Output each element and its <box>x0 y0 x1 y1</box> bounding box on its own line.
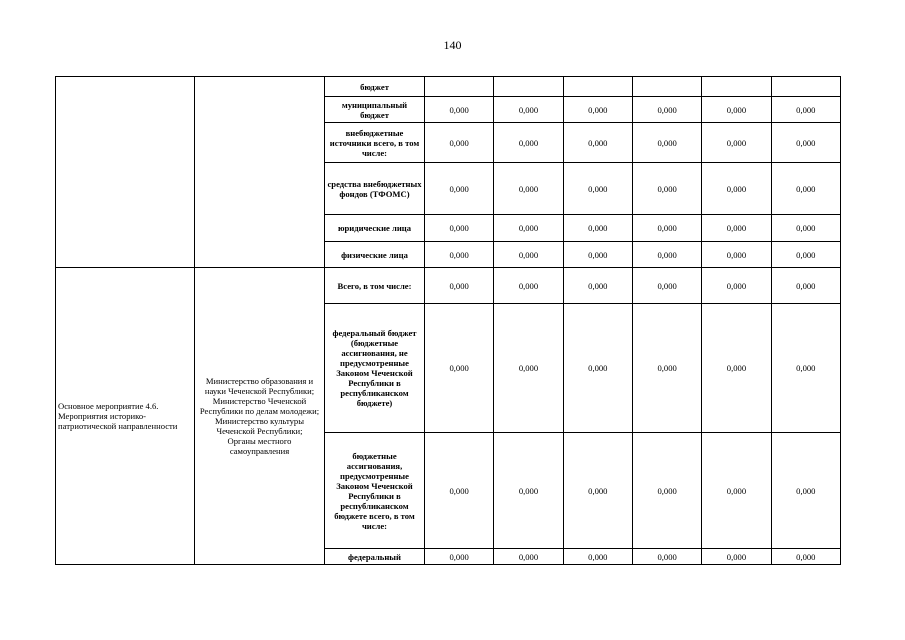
value-cell: 0,000 <box>632 163 701 215</box>
source-cell: бюджет <box>325 77 425 97</box>
page-number: 140 <box>443 38 462 52</box>
value-cell: 0,000 <box>771 304 840 433</box>
value-cell: 0,000 <box>771 123 840 163</box>
table-row <box>56 77 841 97</box>
value-cell: 0,000 <box>771 268 840 304</box>
value-cell: 0,000 <box>494 163 563 215</box>
value-cell: 0,000 <box>494 304 563 433</box>
value-cell: 0,000 <box>425 97 494 123</box>
value-cell: 0,000 <box>494 97 563 123</box>
value-cell: 0,000 <box>425 304 494 433</box>
executor-cell-empty <box>195 77 325 268</box>
value-cell: 0,000 <box>563 163 632 215</box>
value-cell: 0,000 <box>702 123 771 163</box>
value-cell: 0,000 <box>425 163 494 215</box>
value-cell: 0,000 <box>771 163 840 215</box>
budget-table <box>55 76 841 565</box>
source-cell: средства внебюджетных фондов (ТФОМС) <box>325 163 425 215</box>
value-cell: 0,000 <box>425 549 494 565</box>
executor-line: Министерство культуры Чеченской Республики; <box>215 416 304 436</box>
executor-line: Министерство образования и науки Чеченской Республики; <box>204 376 315 396</box>
source-cell: бюджетные ассигнования, предусмотренные Законом Чеченской Республики в республиканском бюджете всего, в том числе: <box>325 433 425 549</box>
activity-name-cell-empty <box>56 77 195 268</box>
value-cell: 0,000 <box>425 433 494 549</box>
activity-name-cell: Основное мероприятие 4.6. Мероприятия историко-патриотической направленности <box>56 268 195 565</box>
value-cell <box>563 77 632 97</box>
value-cell: 0,000 <box>632 268 701 304</box>
value-cell: 0,000 <box>702 268 771 304</box>
value-cell: 0,000 <box>771 97 840 123</box>
source-cell: муниципальный бюджет <box>325 97 425 123</box>
value-cell: 0,000 <box>563 215 632 242</box>
value-cell: 0,000 <box>632 433 701 549</box>
table-row <box>56 268 841 304</box>
value-cell: 0,000 <box>771 242 840 268</box>
value-cell: 0,000 <box>425 215 494 242</box>
value-cell <box>632 77 701 97</box>
value-cell <box>425 77 494 97</box>
value-cell: 0,000 <box>702 433 771 549</box>
value-cell: 0,000 <box>632 123 701 163</box>
value-cell: 0,000 <box>563 123 632 163</box>
value-cell: 0,000 <box>702 97 771 123</box>
value-cell: 0,000 <box>563 97 632 123</box>
value-cell: 0,000 <box>702 304 771 433</box>
source-cell: физические лица <box>325 242 425 268</box>
executor-line: Органы местного самоуправления <box>227 436 292 456</box>
source-cell: Всего, в том числе: <box>325 268 425 304</box>
value-cell <box>702 77 771 97</box>
value-cell: 0,000 <box>494 242 563 268</box>
value-cell: 0,000 <box>494 123 563 163</box>
value-cell: 0,000 <box>632 215 701 242</box>
value-cell: 0,000 <box>771 215 840 242</box>
value-cell <box>771 77 840 97</box>
value-cell: 0,000 <box>494 215 563 242</box>
value-cell: 0,000 <box>563 304 632 433</box>
value-cell: 0,000 <box>632 549 701 565</box>
value-cell: 0,000 <box>771 549 840 565</box>
value-cell: 0,000 <box>563 549 632 565</box>
value-cell: 0,000 <box>702 215 771 242</box>
value-cell: 0,000 <box>632 97 701 123</box>
value-cell: 0,000 <box>702 163 771 215</box>
value-cell: 0,000 <box>425 123 494 163</box>
source-cell: федеральный <box>325 549 425 565</box>
value-cell: 0,000 <box>632 304 701 433</box>
value-cell: 0,000 <box>632 242 701 268</box>
value-cell <box>494 77 563 97</box>
value-cell: 0,000 <box>702 549 771 565</box>
value-cell: 0,000 <box>494 268 563 304</box>
value-cell: 0,000 <box>494 549 563 565</box>
value-cell: 0,000 <box>425 268 494 304</box>
executor-line: Министерство Чеченской Республики по делам молодежи; <box>199 396 320 416</box>
source-cell: юридические лица <box>325 215 425 242</box>
value-cell: 0,000 <box>425 242 494 268</box>
executor-cell <box>195 268 325 565</box>
source-cell: федеральный бюджет (бюджетные ассигнования, не предусмотренные Законом Чеченской Республики в республиканском бюджете) <box>325 304 425 433</box>
value-cell: 0,000 <box>702 242 771 268</box>
value-cell: 0,000 <box>563 268 632 304</box>
value-cell: 0,000 <box>771 433 840 549</box>
source-cell: внебюджетные источники всего, в том числе: <box>325 123 425 163</box>
value-cell: 0,000 <box>563 242 632 268</box>
value-cell: 0,000 <box>494 433 563 549</box>
value-cell: 0,000 <box>563 433 632 549</box>
